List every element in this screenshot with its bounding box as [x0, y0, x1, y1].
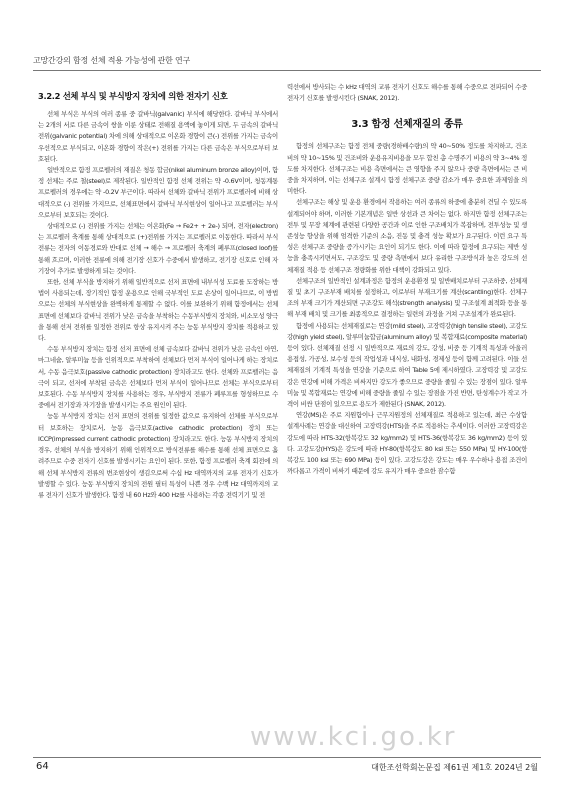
left-column — [38, 82, 278, 501]
body-paragraph: 수동 부식방지 장치는 함정 선저 표면에 선체 금속보다 갈바닉 전위가 낮은 금속인 아연, 마그네슘, 알루미늄 등을 인위적으로 부착하여 선체보다 먼저 부식이 일어나게 하는 장치로서, 수동 음극보호(passive cathodic protection) 장치라고도 한다. 선체와 프로펠러는 음극이 되고, 선저에 부착된 금속은 선체보다 먼저 부식이 일어나므로 선체는 부식으로부터 보호된다. 수동 부식방지 장치를 사용하는 경우, 부식방지 전류가 폐루프를 형성하므로 수중에서 전기장과 자기장을 발생시키는 주요 원인이 된다. — [38, 345, 278, 410]
body-paragraph: 함정의 선체구조는 함정 전체 중량(경하배수량)의 약 40~50% 정도를 차지하고, 건조비의 약 10~15% 및 건조비와 운용유지비용을 모두 합친 총 수명주기 비용의 약 3~4% 정도를 차지한다. 선체구조는 비용 측면에서는 큰 영향을 주지 않으나 중량 측면에서는 큰 비중을 차지하며, 이는 선체구조 설계시 함정 선체구조 중량 감소가 매우 중요한 과제임을 의미한다. — [287, 142, 527, 196]
body-paragraph: 선체구조의 일반적인 설계과정은 함정의 운용환경 및 일반배치로부터 구조하중, 선체재질 및 초기 구조부재 배치를 설정하고, 이로부터 부재크기를 계산(scantling)한다. 선체구조의 부재 크기가 계산되면 구조강도 해석(strength analysis) 및 구조설계 최적화 등을 통해 부재 배치 및 크기를 최종적으로 결정하는 일련의 과정을 거쳐 구조설계가 완료된다. — [287, 276, 527, 319]
body-paragraph: 또한, 선체 부식을 방지하기 위해 일반적으로 선저 표면에 내부식성 도료를 도장하는 방법이 사용되는데, 장기적인 함정 운용으로 인해 국부적인 도료 손상이 일어나므로, 이 방법으로는 선체의 부식현상을 완벽하게 통제할 수 없다. 이를 보완하기 위해 함정에서는 선체 표면에 선체보다 갈바닉 전위가 낮은 금속을 부착하는 수동부식방지 장치와, 비소모성 양극을 통해 선저 전위를 일정한 전위로 항상 유지시켜 주는 능동 부식방지 장치를 적용하고 있다. — [38, 278, 278, 343]
right-column — [287, 82, 527, 478]
watermark: www.kci.go.kr — [250, 722, 457, 752]
footer-rule — [33, 757, 541, 758]
page-number: 64 — [36, 761, 49, 772]
body-paragraph: 선체구조는 해상 및 운용 환경에서 작용하는 여러 종류의 하중에 충분히 견딜 수 있도록 설계되어야 하며, 이러한 기본개념은 일반 상선과 큰 차이는 없다. 하지만 함정 선체구조는 전투 및 무장 체계에 관련된 다양한 공간과 이로 인한 구조배치가 복잡하며, 전투성능 및 생존성능 향상을 위해 엄격한 기준의 소음, 진동 및 충격 성능 확보가 요구된다. 이런 요구 특성은 선체구조 중량을 증가시키는 요인이 되기도 한다. 이에 따라 함정에 요구되는 제반 성능을 충족시키면서도, 구조강도 및 중량 측면에서 보다 유리한 구조방식과 높은 강도의 선체재질 적용 등 선체구조 경량화를 위한 대책이 강화되고 있다. — [287, 198, 527, 274]
body-paragraph: 연강(MS)은 주로 지원함이나 근무지원정의 선체재질로 적용하고 있는데, 최근 수상함 설계사례는 연강을 대신하여 고장력강(HTS)을 주로 적용하는 추세이다. 이러한 고장력강은 강도에 따라 HTS-32(항복강도 32 kg/mm2) 및 HTS-36(항복강도 36 kg/mm2) 등이 있다. 고강도강(HYS)은 강도에 따라 HY-80(항복강도 80 ksi 또는 550 MPa) 및 HY-100(항복강도 100 ksi 또는 690 MPa) 등이 있다. 고강도강은 강도는 매우 우수하나 용접 조건이 까다롭고 가격이 비싸기 때문에 강도 유지가 매우 중요한 잠수함 — [287, 411, 527, 476]
running-title: 고망간강의 함정 선체 적용 가능성에 관한 연구 — [33, 56, 191, 65]
body-paragraph: 상대적으로 (-) 전위를 가지는 선체는 이온화(Fe → Fe2+ + 2e-) 되며, 전자(electron)는 프로펠러 축계를 통해 상대적으로 (+)전위를 가지는 프로펠러로 이동한다. 따라서 부식전류는 전자의 이동경로와 반대로 선체 → 해수 → 프로펠러 축계의 폐루프(closed loof)를 통해 흐르며, 이러한 전류에 의해 전기장 신호가 수중에서 발생하고, 전기장 신호로 인해 자기장이 추가로 발생하게 되는 것이다. — [38, 222, 278, 275]
continued-paragraph: 력선에서 방사되는 수 kHz 대역의 교류 전자기 신호도 해수를 통해 수중으로 전파되어 수중 전자기 신호를 발생시킨다 (SNAK, 2012). — [287, 83, 527, 103]
body-paragraph: 능동 부식방지 장치는 선저 표면의 전위를 일정한 값으로 유지하여 선체를 부식으로부터 보호하는 장치로서, 능동 음극보호(active cathodic protection) 장치 또는 ICCP(impressed current cathodic protection) 장치라고도 한다. 능동 부식방지 장치의 경우, 선체의 부식을 방지하기 위해 인위적으로 방식전류를 해수를 통해 선체 표면으로 흘려주므로 수중 전자기 신호를 발생시키는 요인이 된다. 또한, 함정 프로펠러 축계 회전에 의해 선체 부식방지 전류의 변조현상이 생김으로써 수십 Hz 대역까지의 교류 전자기 신호가 발생할 수 있다. 능동 부식방지 장치의 전원 필터 특성이 나쁜 경우 수백 Hz 대역까지의 교류 전자기 신호가 발생한다. 함정 내 60 Hz와 400 Hz를 사용하는 각종 전력기기 및 전 — [38, 412, 278, 499]
header-rule — [33, 70, 541, 71]
section-heading: 3.3 함정 선체재질의 종류 — [351, 119, 463, 131]
body-paragraph: 선체 부식은 부식의 여러 종류 중 갈바닉(galvanic) 부식에 해당한다. 갈바닉 부식에서는 2개의 서로 다른 금속이 쌍을 이룬 상태로 전해질 용액에 놓이게 되면, 두 금속의 갈바닉 전위(galvanic potential) 차에 의해 상대적으로 이온화 경향이 큰(-) 전위를 가지는 금속이 우선적으로 부식되고, 이온화 경향이 작은(+) 전위를 가지는 다른 금속은 부식으로부터 보호된다. — [38, 110, 278, 163]
body-paragraph: 일반적으로 함정 프로펠러의 재질은 청동 합금(nikel aluminum bronze alloy)이며, 함정 선체는 주로 철(steel)로 제작된다. 일반적인 함정 선체 전위는 약 -0.6V이며, 청동계통 프로펠러의 경우에는 약 -0.2V 부근이다. 따라서 선체와 갈바닉 전위가 프로펠러에 비해 상대적으로 (-) 전위를 가지므로, 선체표면에서 갈바닉 부식현상이 일어나고 프로펠러는 부식으로부터 보호되는 것이다. — [38, 166, 278, 219]
journal-citation: 대한조선학회논문집 제61권 제1호 2024년 2월 — [371, 763, 538, 772]
subsection-heading: 3.2.2 선체 부식 및 부식방지 장치에 의한 전자기 신호 — [38, 91, 228, 101]
body-paragraph: 함정에 사용되는 선체재질로는 연강(mild steel), 고장력강(high tensile steel), 고강도강(high yield steel), 알루미늄합금(aluminum alloy) 및 복합재료(composite material) 등이 있다. 선체재질 선정 시 일반적으로 재료의 강도, 강성, 비중 등 기계적 특성과 아울러 용접성, 가공성, 보수성 등의 작업성과 내식성, 내화성, 경제성 등이 함께 고려된다. 이들 선체재질의 기계적 특성을 연강을 기준으로 하여 Table 5에 제시하였다. 고장력강 및 고강도강은 연강에 비해 가격은 비싸지만 강도가 좋으므로 중량을 줄일 수 있는 장점이 있다. 알루미늄 및 복합재료는 연강에 비해 중량을 줄일 수 있는 장점을 가진 반면, 탄성계수가 작고 가격이 비싼 단점이 있으므로 용도가 제한된다 (SNAK, 2012). — [287, 321, 527, 409]
